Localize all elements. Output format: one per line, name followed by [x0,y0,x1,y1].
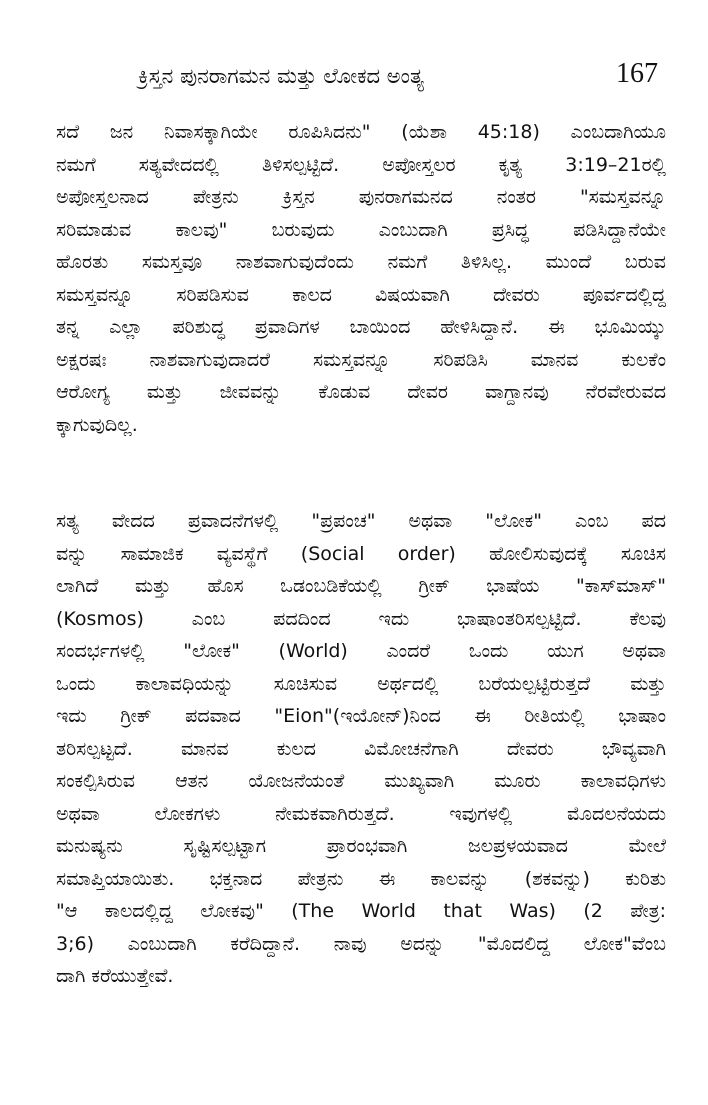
text-line: "ಆ ಕಾಲದಲ್ಲಿದ್ದ ಲೋಕವು" (The World that Was) (2 ಪೇತ್ರ: [56,900,666,922]
text-line: ಹೊರತು ಸಮಸ್ತವೂ ನಾಶವಾಗುವುದೆಂದು ನಮಗೆ ತಿಳಿಸಿಲ್ಲ. ಮುಂದೆ ಬರುವ [56,251,666,273]
text-line: ಸಂದರ್ಭಗಳಲ್ಲಿ "ಲೋಕ" (World) ಎಂದರೆ ಒಂದು ಯುಗ ಅಥವಾ [56,640,666,662]
paragraph-2 [56,505,666,993]
text-line: ನಮಗೆ ಸತ್ಯವೇದದಲ್ಲಿ ತಿಳಿಸಲ್ಪಟ್ಟಿದೆ. ಅಪೋಸ್ತಲರ ಕೃತ್ಯ 3:19–21ರಲ್ಲಿ [56,153,666,176]
text-line: ಅಪೋಸ್ತಲನಾದ ಪೇತ್ರನು ಕ್ರಿಸ್ತನ ಪುನರಾಗಮನದ ನಂತರ "ಸಮಸ್ತವನ್ನೂ [56,186,666,208]
text-line: ಅಕ್ಷರಷಃ ನಾಶವಾಗುವುದಾದರೆ ಸಮಸ್ತವನ್ನೂ ಸರಿಪಡಿಸಿ ಮಾನವ ಕುಲಕೆಂ [56,348,666,371]
text-line: ತನ್ನ ಎಲ್ಲಾ ಪರಿಶುದ್ಧ ಪ್ರವಾದಿಗಳ ಬಾಯಿಂದ ಹೇಳಿಸಿದ್ದಾನೆ. ಈ ಭೂಮಿಯ್ಕು [56,316,666,338]
text-line: ಸಂಕಲ್ಪಿಸಿರುವ ಆತನ ಯೋಜನೆಯಂತೆ ಮುಖ್ಯವಾಗಿ ಮೂರು ಕಾಲಾವಧಿಗಳು [56,770,666,792]
text-line: ಸಮಸ್ತವನ್ನೂ ಸರಿಪಡಿಸುವ ಕಾಲದ ವಿಷಯವಾಗಿ ದೇವರು ಪೂರ್ವದಲ್ಲಿದ್ದ [56,283,666,306]
text-line: ಇದು ಗ್ರೀಕ್ ಪದವಾದ "Eion"(ಇಯೋನ್)ನಿಂದ ಈ ರೀತಿಯಲ್ಲಿ ಭಾಷಾಂ [56,705,666,727]
text-line: ಆರೋಗ್ಯ ಮತ್ತು ಜೀವವನ್ನು ಕೊಡುವ ದೇವರ ವಾಗ್ದಾನವು ನೆರವೇರುವದ [56,381,666,403]
text-line: ಲಾಗಿದೆ ಮತ್ತು ಹೊಸ ಒಡಂಬಡಿಕೆಯಲ್ಲಿ ಗ್ರೀಕ್ ಭಾಷೆಯ "ಕಾಸ್‌ಮಾಸ್" [56,575,666,597]
text-line: 3;6) ಎಂಬುದಾಗಿ ಕರೆದಿದ್ದಾನೆ. ನಾವು ಅದನ್ನು "ಮೊದಲಿದ್ದ ಲೋಕ"ವೆಂಬ [56,932,666,955]
text-line: ಸದೆ ಜನ ನಿವಾಸಕ್ಕಾಗಿಯೇ ರೂಪಿಸಿದನು" (ಯೆಶಾ 45:18) ಎಂಬದಾಗಿಯೂ [56,121,666,143]
text-line: (Kosmos) ಎಂಬ ಪದದಿಂದ ಇದು ಭಾಷಾಂತರಿಸಲ್ಪಟ್ಟಿದೆ. ಕೆಲವು [56,607,666,630]
text-line: ಸಮಾಪ್ತಿಯಾಯಿತು. ಭಕ್ತನಾದ ಪೇತ್ರನು ಈ ಕಾಲವನ್ನು (ಶಕವನ್ನು) ಕುರಿತು [56,867,666,890]
text-line: ಸತ್ಯ ವೇದದ ಪ್ರವಾದನೆಗಳಲ್ಲಿ "ಪ್ರಪಂಚ" ಅಥವಾ "ಲೋಕ" ಎಂಬ ಪದ [56,510,666,532]
text-line: ಒಂದು ಕಾಲಾವಧಿಯನ್ನು ಸೂಚಿಸುವ ಅರ್ಥದಲ್ಲಿ ಬರೆಯಲ್ಪಟ್ಟಿರುತ್ತದೆ ಮತ್ತು [56,672,666,695]
paragraph-1 [56,116,666,441]
text-line: ಅಥವಾ ಲೋಕಗಳು ನೇಮಕವಾಗಿರುತ್ತದೆ. ಇವುಗಳಲ್ಲಿ ಮೊದಲನೆಯದು [56,802,666,825]
running-head: ಕ್ರಿಸ್ತನ ಪುನರಾಗಮನ ಮತ್ತು ಲೋಕದ ಅಂತ್ಯ [138,64,424,88]
text-line: ಮನುಷ್ಯನು ಸೃಷ್ಟಿಸಲ್ಪಟ್ಟಾಗ ಪ್ರಾರಂಭವಾಗಿ ಜಲಪ್ರಳಯವಾದ ಮೇಲೆ [56,835,666,857]
page-number: 167 [616,58,658,89]
text-line: ದಾಗಿ ಕರೆಯುತ್ತೇವೆ. [56,965,174,987]
text-line: ವನ್ನು ಸಾಮಾಜಿಕ ವ್ಯವಸ್ಥೆಗೆ (Social order) ಹೋಲಿಸುವುದಕ್ಕೆ ಸೂಚಿಸ [56,542,666,565]
text-line: ಕ್ಕಾಗುವುದಿಲ್ಲ. [56,413,138,436]
text-line: ಸರಿಮಾಡುವ ಕಾಲವು" ಬರುವುದು ಎಂಬುದಾಗಿ ಪ್ರಸಿದ್ಧ ಪಡಿಸಿದ್ದಾನೆಯೇ [56,218,666,241]
page-header [138,60,658,92]
text-line: ತರಿಸಲ್ಪಟ್ಟದೆ. ಮಾನವ ಕುಲದ ವಿಮೋಚನೆಗಾಗಿ ದೇವರು ಭೌವ್ಯವಾಗಿ [56,737,666,760]
